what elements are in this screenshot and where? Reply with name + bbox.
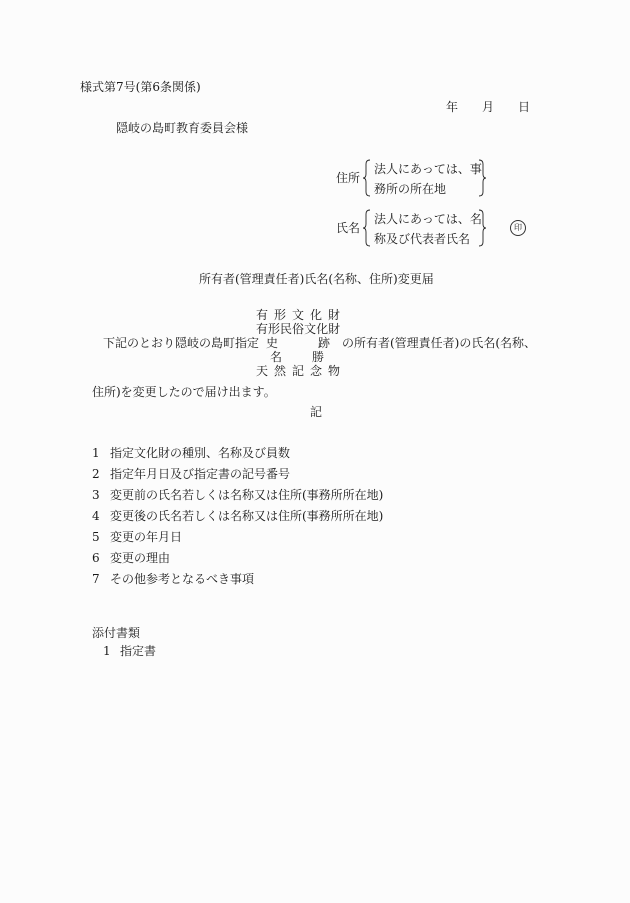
name-note-bracket (362, 209, 487, 247)
body-intro: 下記のとおり隠岐の島町指定 (103, 336, 260, 350)
attachments-title: 添付書類 (92, 626, 141, 640)
designation-type-scenic-beauty: 名 勝 (270, 350, 324, 364)
name-label: 氏名 (336, 221, 361, 235)
right-brace-icon (477, 209, 487, 247)
seal-mark-icon: 印 (510, 220, 526, 236)
designation-type-tangible-cultural-property: 有 形 文 化 財 (256, 308, 340, 322)
left-brace-icon (362, 159, 372, 197)
address-note-line-1: 法人にあっては、事 (374, 162, 482, 176)
date-day-label: 日 (518, 100, 531, 114)
date-month-label: 月 (482, 100, 495, 114)
date-year-label: 年 (446, 100, 459, 114)
address-note-bracket (362, 159, 487, 197)
left-brace-icon (362, 209, 372, 247)
designation-type-tangible-folk-cultural-property: 有 形 民 俗 文 化 財 (256, 322, 341, 336)
ki-heading: 記 (310, 405, 323, 419)
designation-type-historic-site: 史 跡 (266, 336, 330, 350)
addressee: 隠岐の島町教育委員会様 (116, 121, 249, 135)
attachment-item: 1 指定書 (103, 644, 157, 658)
name-note-line-1: 法人にあっては、名 (374, 212, 482, 226)
address-label: 住所 (336, 171, 361, 185)
body-suffix: の所有者(管理責任者)の氏名(名称、 (342, 336, 537, 350)
name-note-line-2: 称及び代表者氏名 (374, 232, 471, 246)
body-continuation: 住所)を変更したので届け出ます。 (92, 385, 276, 399)
form-number: 様式第7号(第6条関係) (80, 80, 201, 94)
designation-type-natural-monument: 天 然 記 念 物 (256, 364, 340, 378)
right-brace-icon (477, 159, 487, 197)
document-title: 所有者(管理責任者)氏名(名称、住所)変更届 (199, 272, 434, 286)
address-note-line-2: 務所の所在地 (374, 182, 447, 196)
